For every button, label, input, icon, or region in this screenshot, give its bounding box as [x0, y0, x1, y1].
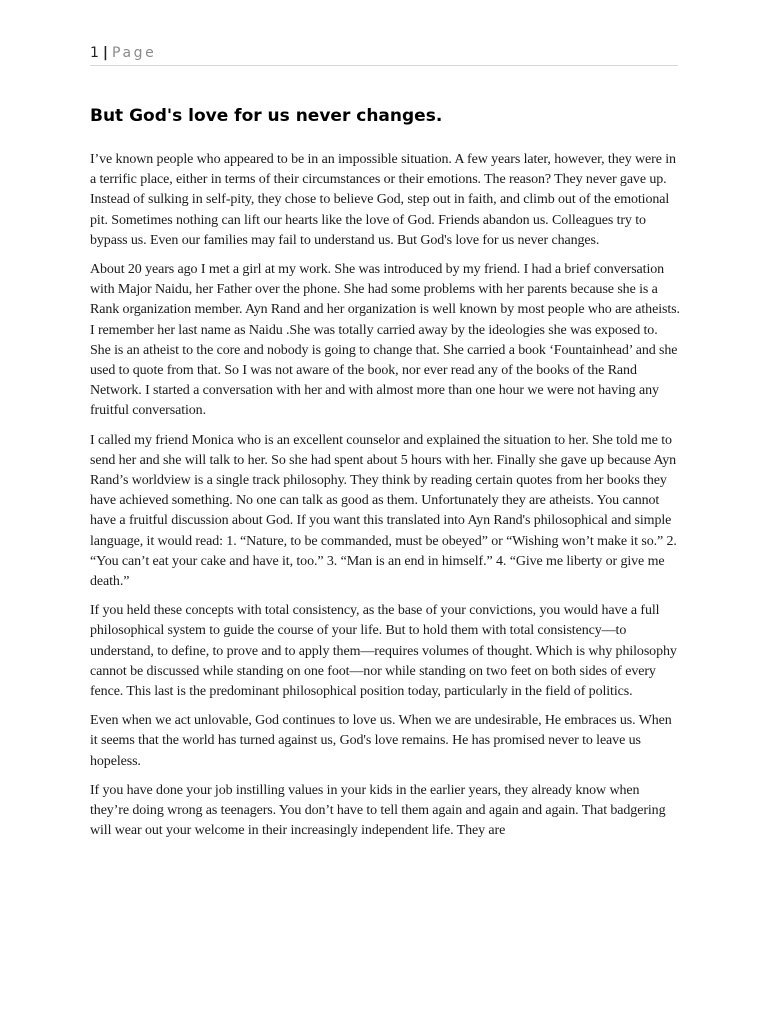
document-title: But God's love for us never changes.	[90, 106, 443, 126]
paragraph: I’ve known people who appeared to be in an impossible situation. A few years later, however, they were in a terrific place, either in terms of their circumstances or their emotions. The reason? They never gave up. Instead of sulking in self-pity, they chose to believe God, step out in faith, and climb out of the emotional pit. Sometimes nothing can lift our hearts like the love of God. Friends abandon us. Colleagues try to bypass us. Even our families may fail to understand us. But God's love for us never changes.	[90, 152, 676, 248]
page-number: 1	[90, 45, 99, 61]
header-separator: |	[102, 45, 109, 61]
paragraph: About 20 years ago I met a girl at my work. She was introduced by my friend. I had a brief conversation with Major Naidu, her Father over the phone. She had some problems with her parents because she is a Rank organization member. Ayn Rand and her organization is well known by most people who are atheists. I remember her last name as Naidu .She was totally carried away by the ideologies she was exposed to. She is an atheist to the core and nobody is going to change that. She carried a book ‘Fountainhead’ and she used to quote from that. So I was not aware of the book, nor ever read any of the books of the Rand Network. I started a conversation with her and with almost more than one hour we were not having any fruitful conversation.	[90, 262, 680, 419]
paragraph: Even when we act unlovable, God continues to love us. When we are undesirable, He embraces us. When it seems that the world has turned against us, God's love remains. He has promised never to leave us hopeless.	[90, 713, 672, 769]
page-header	[90, 44, 678, 66]
paragraph: If you have done your job instilling values in your kids in the earlier years, they already know when they’re doing wrong as teenagers. You don’t have to tell them again and again and again. That badgering will wear out your welcome in their increasingly independent life. They are	[90, 782, 666, 839]
paragraph: If you held these concepts with total consistency, as the base of your convictions, you would have a full philosophical system to guide the course of your life. But to hold them with total consistency—to understand, to define, to prove and to apply them—requires volumes of thought. Which is why philosophy cannot be discussed while standing on one foot—nor while standing on two feet on both sides of every fence. This last is the predominant philosophical position today, particularly in the field of politics.	[90, 603, 677, 700]
document-body	[90, 150, 680, 851]
page-label: Page	[112, 45, 157, 61]
paragraph: I called my friend Monica who is an excellent counselor and explained the situation to her. She told me to send her and she will talk to her. So she had spent about 5 hours with her. Finally she gave up because Ayn Rand’s worldview is a single track philosophy. They think by reading certain quotes from her books they have achieved something. No one can talk as good as them. Unfortunately they are atheists. You cannot have a fruitful discussion about God. If you want this translated into Ayn Rand's philosophical and simple language, it would read: 1. “Nature, to be commanded, must be obeyed” or “Wishing won’t make it so.” 2. “You can’t eat your cake and have it, too.” 3. “Man is an end in himself.” 4. “Give me liberty or give me death.”	[90, 432, 677, 590]
